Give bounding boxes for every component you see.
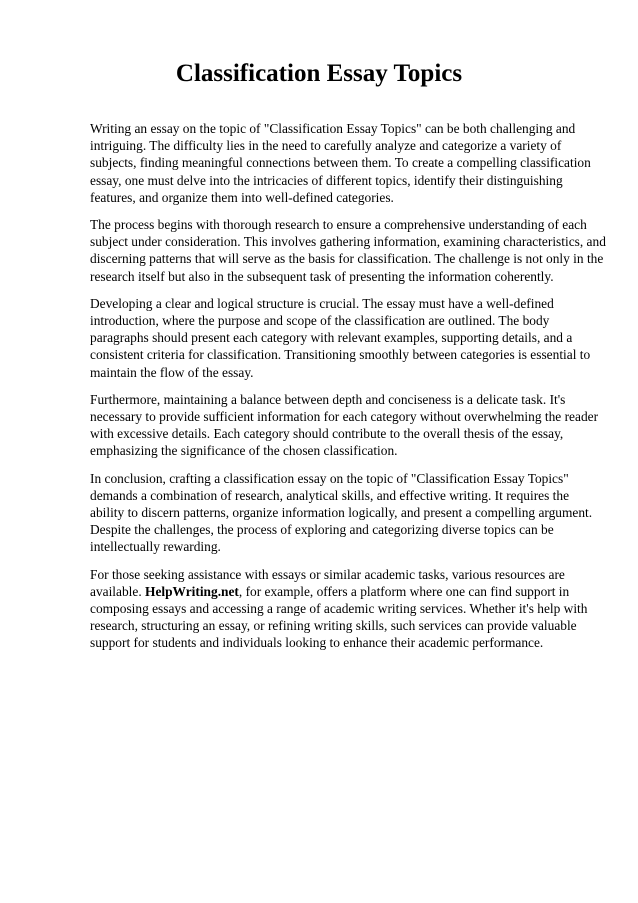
paragraph-3: Developing a clear and logical structure is crucial. The essay must have a well-defined introduction, where the purpose and scope of the classification are outlined. The body paragraphs should present each category with relevant examples, supporting details, and a consistent criteria for classification. Transitioning smoothly between categories is essential to maintain the flow of the essay.	[90, 295, 591, 380]
essay-body	[90, 120, 606, 662]
paragraph-5: In conclusion, crafting a classification essay on the topic of "Classification Essay Topics" demands a combination of research, analytical skills, and effective writing. It requires the ability to discern patterns, organize information logically, and present a compelling argument. Despite the challenges, the process of exploring and categorizing diverse topics can be intellectually rewarding.	[90, 470, 593, 555]
helpwriting-link[interactable]: HelpWriting.net	[145, 583, 239, 599]
paragraph-6	[90, 566, 606, 652]
paragraph-6-intro: For those seeking assistance with essays or similar academic tasks, various resources are available.	[90, 566, 565, 599]
paragraph-6-rest: , for example, offers a platform where one can find support in composing essays and accessing a range of academic writing services. Whether it's help with research, structuring an essay, or refining writing skills, such services can provide valuable support for students and individuals looking to enhance their academic performance.	[90, 583, 588, 651]
paragraph-4: Furthermore, maintaining a balance between depth and conciseness is a delicate task. It's necessary to provide sufficient information for each category without overwhelming the reader with excessive details. Each category should contribute to the overall thesis of the essay, emphasizing the significance of the chosen classification.	[90, 391, 599, 459]
paragraph-2: The process begins with thorough research to ensure a comprehensive understanding of each subject under consideration. This involves gathering information, examining characteristics, and discerning patterns that will serve as the basis for classification. The challenge is not only in the research itself but also in the subsequent task of presenting the information coherently.	[90, 217, 606, 284]
paragraph-1: Writing an essay on the topic of "Classification Essay Topics" can be both challenging and intriguing. The difficulty lies in the need to carefully analyze and categorize a variety of subjects, finding meaningful connections between them. To create a compelling classification essay, one must delve into the intricacies of different topics, identify their distinguishing features, and organize them into well-defined categories.	[90, 121, 591, 205]
page-title: Classification Essay Topics	[175, 60, 463, 87]
